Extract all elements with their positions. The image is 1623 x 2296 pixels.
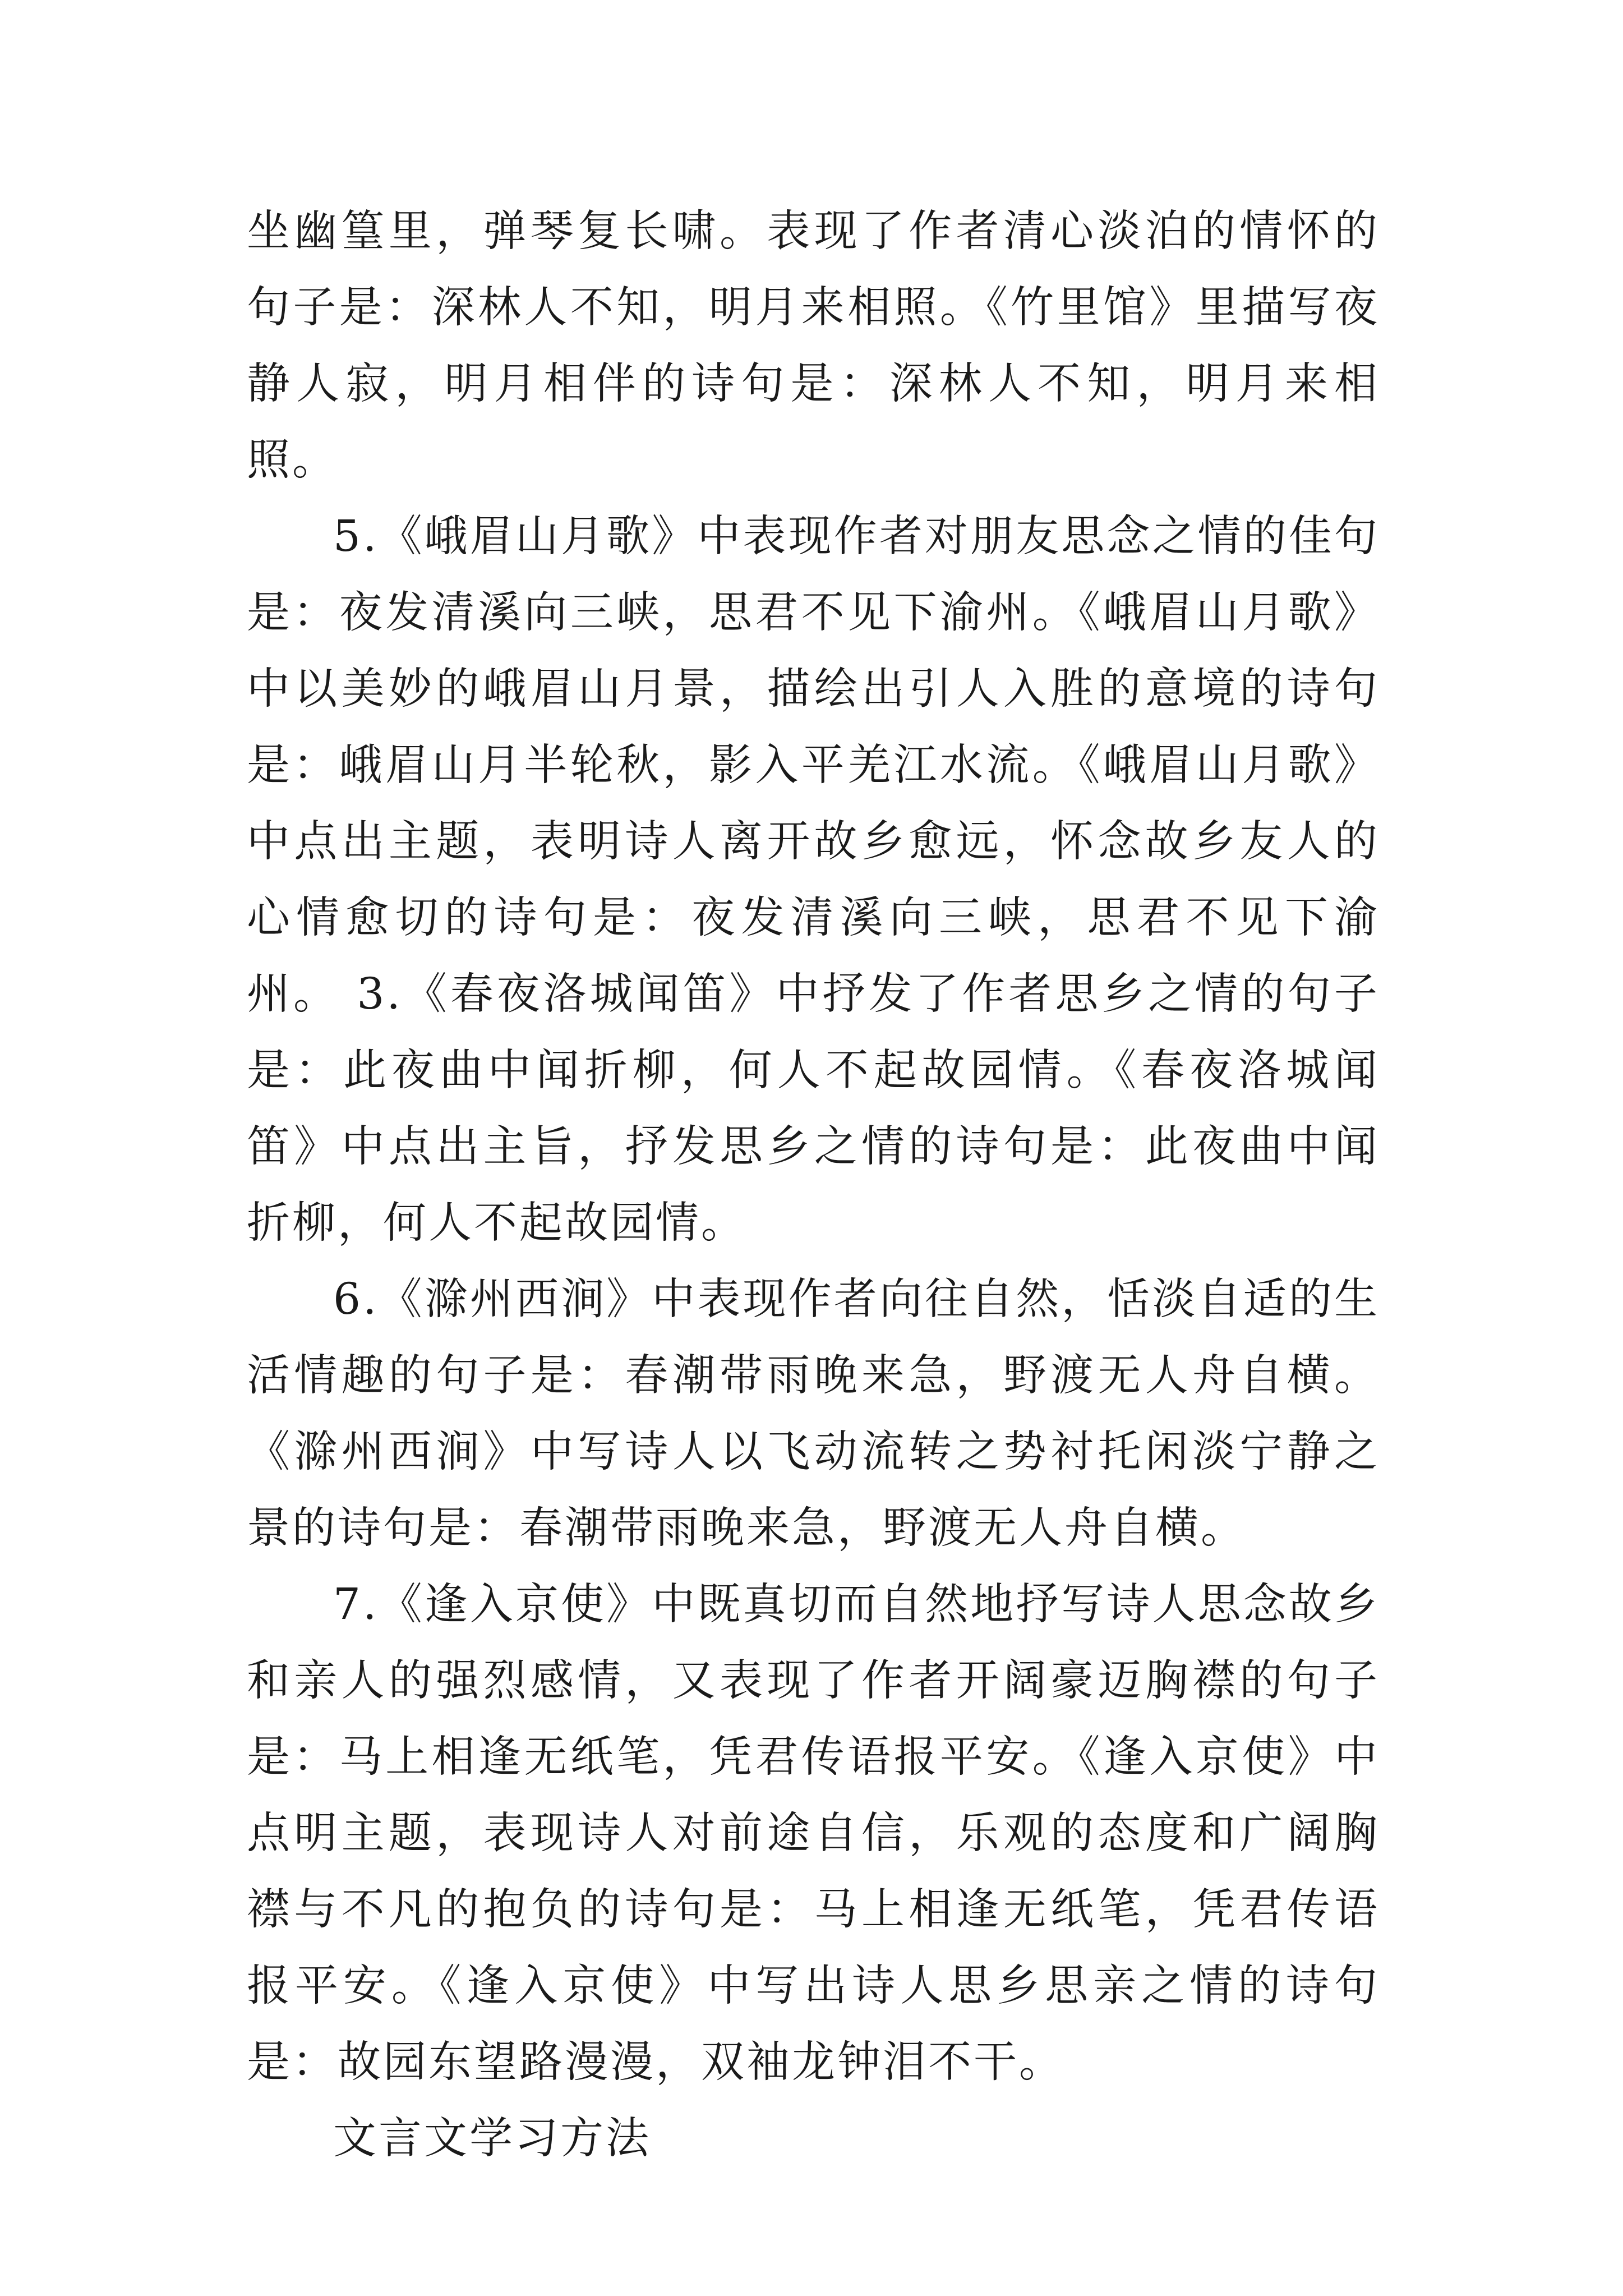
paragraph-fengrujingshi: 7.《逢入京使》中既真切而自然地抒写诗人思念故乡和亲人的强烈感情，又表现了作者开阔豪迈胸襟的句子是：马上相逢无纸笔，凭君传语报平安。《逢入京使》中点明主题，表现诗人对前途自信，乐观的态度和广阔胸襟与不凡的抱负的诗句是：马上相逢无纸笔，凭君传语报平安。《逢入京使》中写出诗人思乡思亲之情的诗句是：故园东望路漫漫，双袖龙钟泪不干。 [247, 1580, 1380, 2087]
document-page [247, 194, 1380, 2177]
paragraph-zhuliguan: 坐幽篁里，弹琴复长啸。表现了作者清心淡泊的情怀的句子是：深林人不知，明月来相照。《竹里馆》里描写夜静人寂，明月相伴的诗句是：深林人不知，明月来相照。 [247, 206, 1380, 485]
paragraph-emeishan: 5.《峨眉山月歌》中表现作者对朋友思念之情的佳句是：夜发清溪向三峡，思君不见下渝州。《峨眉山月歌》中以美妙的峨眉山月景，描绘出引人入胜的意境的诗句是：峨眉山月半轮秋，影入平羌江水流。《峨眉山月歌》中点出主题，表明诗人离开故乡愈远，怀念故乡友人的心情愈切的诗句是：夜发清溪向三峡，思君不见下渝州。 3.《春夜洛城闻笛》中抒发了作者思乡之情的句子是：此夜曲中闻折柳，何人不起故园情。《春夜洛城闻笛》中点出主旨，抒发思乡之情的诗句是：此夜曲中闻折柳，何人不起故园情。 [247, 512, 1380, 1248]
paragraph-chuzhou: 6.《滁州西涧》中表现作者向往自然，恬淡自适的生活情趣的句子是：春潮带雨晚来急，野渡无人舟自横。《滁州西涧》中写诗人以飞动流转之势衬托闲淡宁静之景的诗句是：春潮带雨晚来急，野渡无人舟自横。 [247, 1274, 1380, 1553]
section-heading: 文言文学习方法 [333, 2114, 651, 2164]
